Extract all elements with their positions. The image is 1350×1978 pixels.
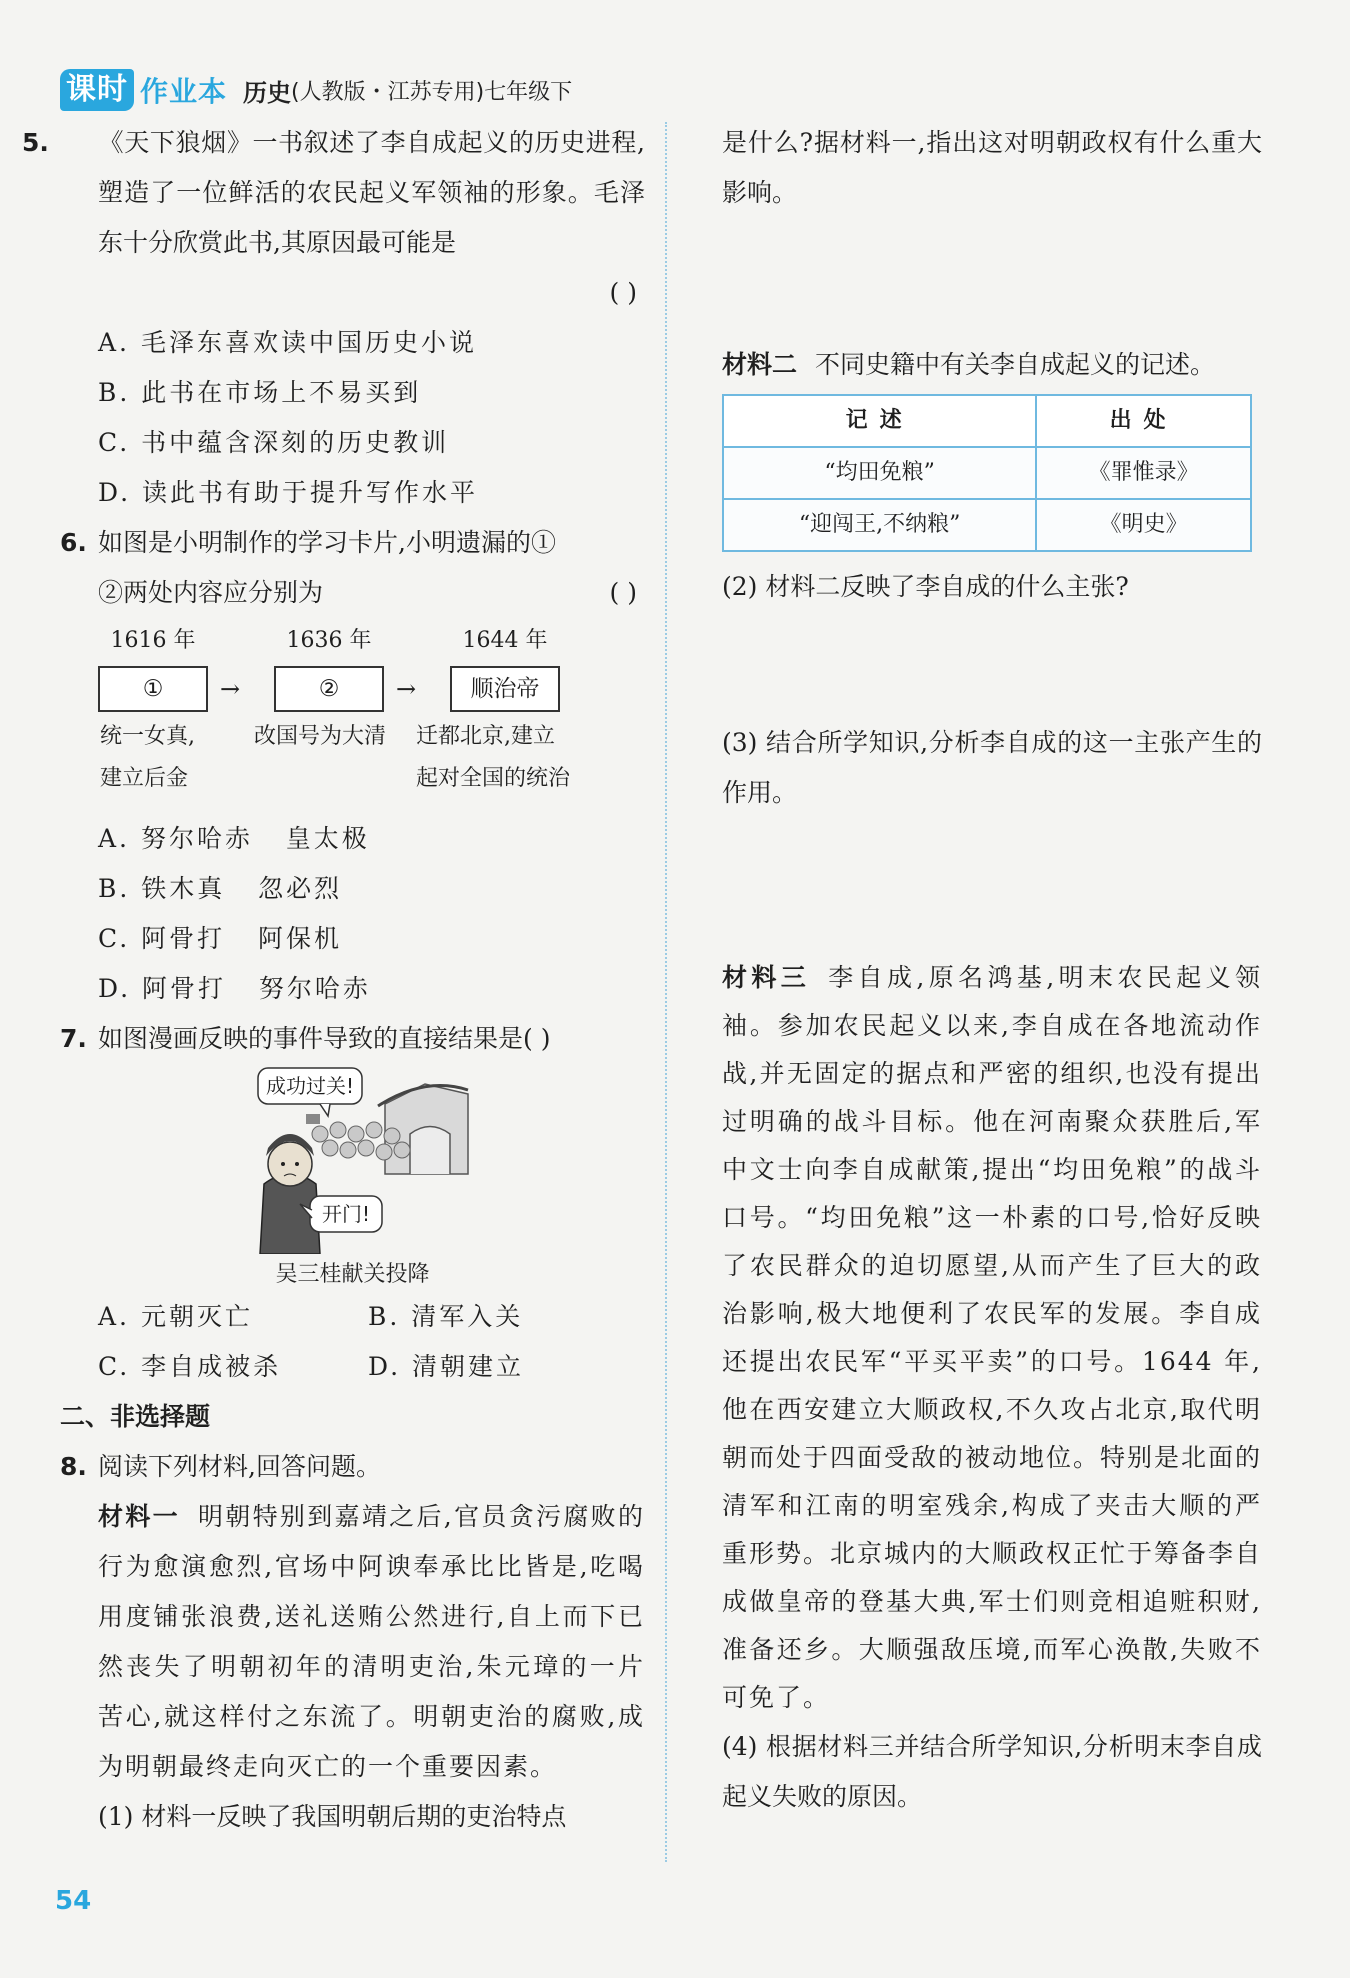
option-b: B. 铁木真 忽必烈 <box>98 874 343 903</box>
timeline-desc-2: 改国号为大清 <box>254 724 387 749</box>
timeline-box-blank-1: ① <box>98 666 208 712</box>
answer-bracket: ( ) <box>609 278 637 307</box>
column-header: 出处 <box>1036 395 1251 447</box>
right-column <box>722 118 1262 1822</box>
question-text: 阅读下列材料,回答问题。 <box>98 1452 381 1481</box>
question-number: 8. <box>60 1452 87 1481</box>
table-cell: “均田免粮” <box>723 447 1036 499</box>
edition-label: (人教版・江苏专用)七年级下 <box>291 79 573 105</box>
logo-text: 作业本 <box>140 75 228 108</box>
option-b: B. 清军入关 <box>368 1302 524 1331</box>
table-row <box>723 447 1251 499</box>
option-b: B. 此书在市场上不易买到 <box>98 378 422 407</box>
question-number: 6. <box>60 528 87 557</box>
question-text-cont: ②两处内容应分别为 <box>98 578 324 607</box>
study-card-timeline <box>98 618 645 814</box>
left-column <box>22 118 645 1842</box>
timeline-desc-1: 统一女真, 建立后金 <box>100 724 195 791</box>
option-a: A. 元朝灭亡 <box>98 1302 253 1331</box>
answer-space <box>722 218 1262 340</box>
question-number: 5. <box>22 128 49 157</box>
timeline-year: 1616 年 <box>110 628 196 653</box>
question-6 <box>60 518 645 1014</box>
sub-question-2: (2) 材料二反映了李自成的什么主张? <box>722 572 1129 601</box>
arrow-right-icon: → <box>220 675 241 703</box>
options-row-1 <box>60 1292 645 1342</box>
cartoon-caption: 吴三桂献关投降 <box>275 1262 430 1287</box>
table-cell: 《罪惟录》 <box>1036 447 1251 499</box>
material-label: 材料二 <box>722 350 798 379</box>
sub-question-1-cont: 是什么?据材料一,指出这对明朝政权有什么重大影响。 <box>722 128 1262 207</box>
material-text: 明朝特别到嘉靖之后,官员贪污腐败的行为愈演愈烈,官场中阿谀奉承比比皆是,吃喝用度铺张浪费,送礼送贿公然进行,自上而下已然丧失了明朝初年的清明吏治,朱元璋的一片苦心,就这样付之东流了。明朝吏治的腐败,成为明朝最终走向灭亡的一个重要因素。 <box>98 1502 645 1781</box>
question-text: 如图是小明制作的学习卡片,小明遗漏的① <box>98 528 556 557</box>
timeline-year: 1644 年 <box>462 628 548 653</box>
table-cell: “迎闯王,不纳粮” <box>723 499 1036 551</box>
table-row <box>723 499 1251 551</box>
option-d: D. 阿骨打 努尔哈赤 <box>98 974 371 1003</box>
page-number: 54 <box>55 1886 92 1916</box>
table-cell: 《明史》 <box>1036 499 1251 551</box>
option-c: C. 阿骨打 阿保机 <box>98 924 342 953</box>
question-number: 7. <box>60 1024 87 1053</box>
material-text: 不同史籍中有关李自成起义的记述。 <box>815 350 1216 379</box>
option-a: A. 毛泽东喜欢读中国历史小说 <box>98 328 477 357</box>
timeline-year: 1636 年 <box>286 628 372 653</box>
question-7 <box>60 1014 645 1392</box>
column-header: 记述 <box>723 395 1036 447</box>
page-header <box>60 68 572 112</box>
options-row-2 <box>60 1342 645 1392</box>
table-header-row <box>723 395 1251 447</box>
timeline-box-shunzhi: 顺治帝 <box>450 666 560 712</box>
sub-question-3: (3) 结合所学知识,分析李自成的这一主张产生的作用。 <box>722 728 1262 807</box>
speech-bubble-success: 成功过关! <box>265 1074 355 1098</box>
sub-question-4: (4) 根据材料三并结合所学知识,分析明末李自成起义失败的原因。 <box>722 1732 1262 1811</box>
answer-space <box>722 818 1262 954</box>
section-heading: 二、非选择题 <box>60 1402 211 1431</box>
material-text: 李自成,原名鸿基,明末农民起义领袖。参加农民起义以来,李自成在各地流动作战,并无固定的据点和严密的组织,也没有提出过明确的战斗目标。他在河南聚众获胜后,军中文士向李自成献策,提出“均田免粮”的战斗口号。“均田免粮”这一朴素的口号,恰好反映了农民群众的迫切愿望,从而产生了巨大的政治影响,极大地便利了农民军的发展。李自成还提出农民军“平买平卖”的口号。1644 年,他在西安建立大顺政权,不久攻占北京,取代明朝而处于四面受敌的被动地位。特别是北面的清军和江南的明室残余,构成了夹击大顺的严重形势。北京城内的大顺政权正忙于筹备李自成做皇帝的登基大典,军士们则竞相追赃积财,准备还乡。大顺强敌压境,而军心涣散,失败不可免了。 <box>722 963 1263 1712</box>
material-1 <box>60 1492 645 1792</box>
subject-title: 历史 <box>243 78 292 107</box>
cartoon-illustration <box>250 1064 470 1254</box>
sub-question-1: (1) 材料一反映了我国明朝后期的吏治特点 <box>98 1802 567 1831</box>
answer-bracket: ( ) <box>609 578 637 607</box>
material-2 <box>722 340 1262 390</box>
timeline-box-blank-2: ② <box>274 666 384 712</box>
question-text: 《天下狼烟》一书叙述了李自成起义的历史进程,塑造了一位鲜活的农民起义军领袖的形象。毛泽东十分欣赏此书,其原因最可能是 <box>98 128 645 257</box>
material-label: 材料一 <box>98 1502 180 1531</box>
option-c: C. 李自成被杀 <box>98 1352 282 1381</box>
question-5 <box>22 118 645 518</box>
question-8 <box>60 1442 645 1842</box>
material-3 <box>722 954 1262 1722</box>
option-c: C. 书中蕴含深刻的历史教训 <box>98 428 450 457</box>
logo <box>60 69 227 111</box>
answer-space <box>722 612 1262 718</box>
arrow-right-icon: → <box>396 675 417 703</box>
option-d: D. 清朝建立 <box>368 1352 525 1381</box>
timeline-desc-3: 迁都北京,建立 起对全国的统治 <box>416 724 571 791</box>
logo-badge: 课时 <box>60 69 134 111</box>
option-a: A. 努尔哈赤 皇太极 <box>98 824 370 853</box>
option-d: D. 读此书有助于提升写作水平 <box>98 478 479 507</box>
material-2-table <box>722 394 1252 552</box>
question-text: 如图漫画反映的事件导致的直接结果是( ) <box>98 1024 551 1053</box>
material-label: 材料三 <box>722 963 811 992</box>
speech-bubble-open-gate: 开门! <box>321 1202 371 1226</box>
column-divider <box>665 122 667 1862</box>
